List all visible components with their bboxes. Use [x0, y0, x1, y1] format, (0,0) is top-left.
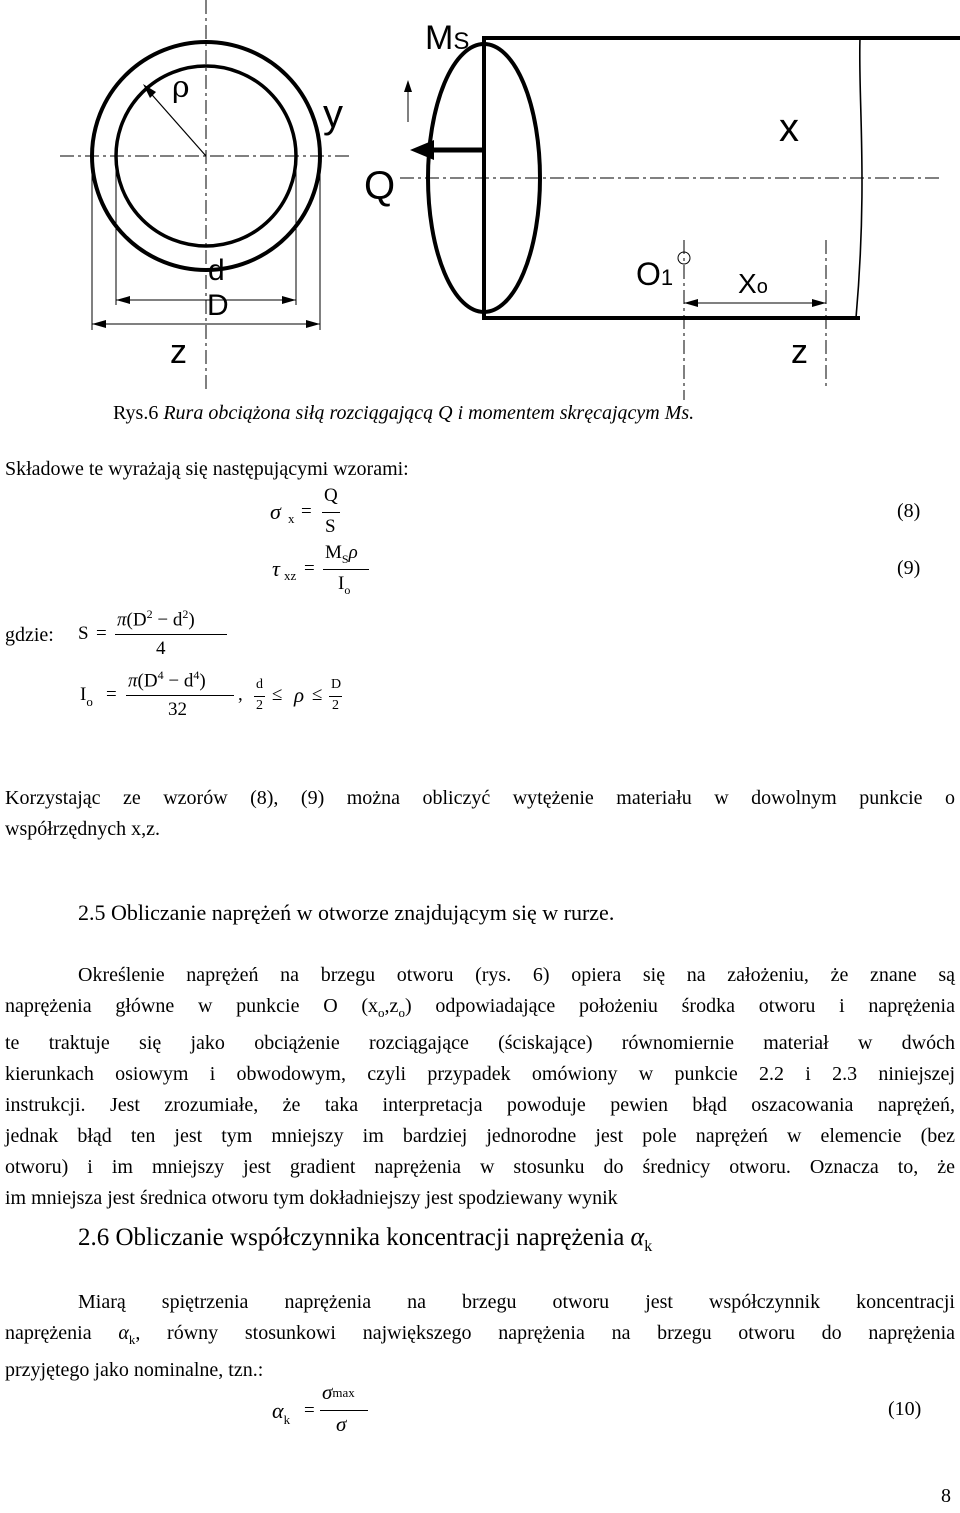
- label-y: y: [323, 92, 343, 136]
- pipe-side-view: [400, 38, 960, 400]
- label-Q: Q: [364, 164, 396, 208]
- label-z-right: z: [791, 333, 808, 371]
- paragraph-wytezenie: Korzystając ze wzorów (8), (9) można obliczyć wytężenie materiału w dowolnym punkcie o współrzędnych x,z.: [5, 787, 955, 840]
- intro-text: Składowe te wyrażają się następującymi wzorami:: [5, 458, 409, 480]
- where-label: gdzie:: [5, 624, 54, 646]
- figure-caption: Rys.6 Rura obciążona siłą rozciągającą Q i momentem skręcającym Ms.: [113, 402, 695, 424]
- pipe-cross-section: [60, 0, 350, 390]
- equation-number-8: (8): [897, 500, 921, 522]
- page-number: 8: [941, 1485, 951, 1507]
- label-Xo: Xo: [738, 268, 768, 299]
- label-Ms: MS: [425, 19, 470, 57]
- label-x: x: [779, 106, 799, 150]
- figure-pipe-diagram: [0, 0, 960, 400]
- paragraph-alpha-k: Miarą spiętrzenia naprężenia na brzegu otworu jest współczynnik koncentracji naprężenia $\alpha_k$, równy stosunkowi największego naprężenia na brzegu otworu do naprężenia przyjętego jako nominalne, tzn.:: [5, 1291, 955, 1381]
- label-d: d: [208, 254, 225, 287]
- section-heading-2-6: 2.6 Obliczanie współczynnika koncentracji naprężenia $\alpha_k$: [78, 1222, 653, 1255]
- equation-number-10: (10): [888, 1398, 922, 1420]
- label-O1: O1: [636, 256, 674, 292]
- label-D: D: [207, 289, 229, 322]
- label-z-left: z: [170, 333, 187, 371]
- equation-number-9: (9): [897, 557, 921, 579]
- section-heading-2-5: 2.5 Obliczanie naprężeń w otworze znajdującym się w rurze.: [78, 900, 615, 925]
- label-rho: ρ: [172, 70, 190, 105]
- paragraph-otwor: Określenie naprężeń na brzegu otworu (rys. 6) opiera się na założeniu, że znane są naprężenia główne w punkcie O $(x_o,z_o)$ odpowiadające położeniu środka otworu i naprężenia te traktuje się jako obciążenie rozciągające (ściskające) równomiernie materiał w dwóch kierunkach osiowym i obwodowym, czyli przypadek omówiony w punkcie 2.2 i 2.3 niniejszej instrukcji. Jest zrozumiałe, że taka interpretacja powoduje pewien błąd oszacowania naprężeń, jednak błąd ten jest tym mniejszy im bardziej jednorodne jest pole naprężeń w elemencie (bez otworu) i im mniejszy jest gradient naprężenia w stosunku do średnicy otworu. Oznacza to, że im mniejsza jest średnica otworu tym dokładniejszy jest spodziewany wynik: [5, 964, 955, 1209]
